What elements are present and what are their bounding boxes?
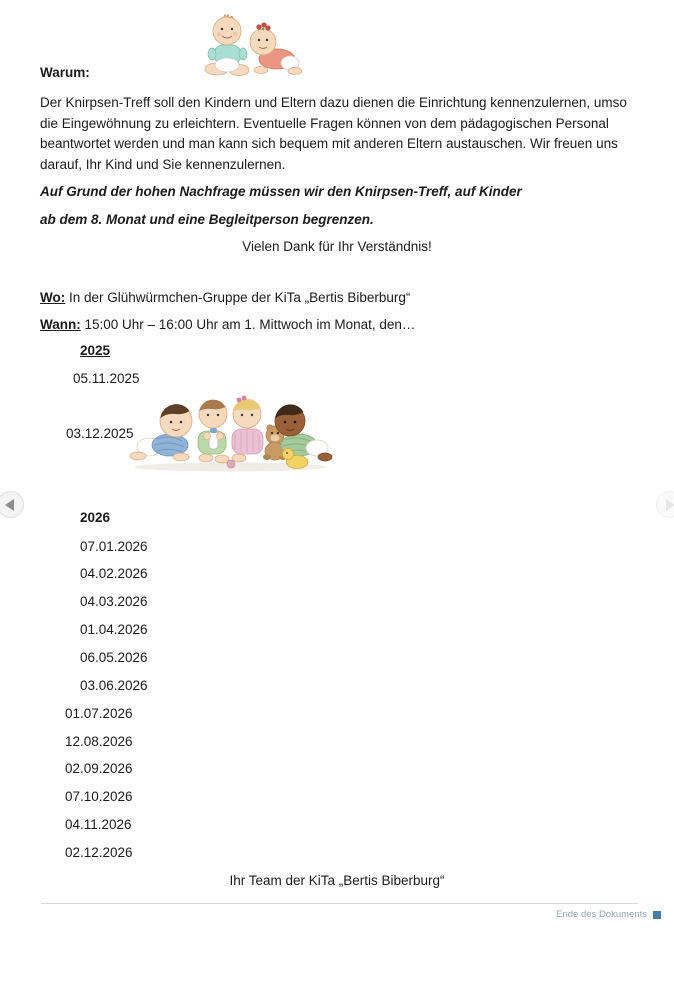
heading-warum: Warum: — [40, 65, 90, 80]
wann-text: 15:00 Uhr – 16:00 Uhr am 1. Mittwoch im Monat, den… — [80, 317, 416, 332]
date-item: 06.05.2026 — [80, 650, 148, 665]
date-item: 05.11.2025 — [73, 371, 140, 386]
date-item: 01.07.2026 — [65, 706, 133, 721]
footer-status-row — [556, 909, 661, 920]
date-item: 07.01.2026 — [80, 539, 148, 554]
wo-label: Wo: — [40, 290, 66, 305]
wann-line — [40, 315, 415, 336]
babies-clipart-middle — [127, 384, 333, 474]
wo-line — [40, 288, 410, 309]
intro-paragraph: Der Knirpsen-Treff soll den Kindern und Eltern dazu dienen die Einrichtung kennenzulernen, umso die Eingewöhnung zu erleichtern. Eventuelle Fragen können von dem pädagogischen Personal beantwortet werden und man kann sich bequem mit anderen Eltern austauschen. Wir freuen uns darauf, Ihr Kind und Sie kennenzulernen. — [40, 95, 627, 172]
date-item: 04.11.2026 — [65, 817, 132, 832]
date-item: 03.06.2026 — [80, 678, 148, 693]
date-item: 04.02.2026 — [80, 566, 148, 581]
date-item: 07.10.2026 — [65, 789, 133, 804]
date-item: 02.12.2026 — [65, 845, 133, 860]
babies-clipart-top — [197, 12, 303, 78]
next-page-button[interactable] — [656, 491, 674, 518]
year-heading-2025: 2025 — [80, 343, 111, 358]
year-heading-2026: 2026 — [80, 510, 111, 525]
notice-line-2: ab dem 8. Monat und eine Begleitperson begrenzen. — [40, 212, 374, 227]
notice-line-1: Auf Grund der hohen Nachfrage müssen wir den Knirpsen-Treff, auf Kinder — [40, 184, 522, 199]
chevron-right-icon — [666, 499, 674, 511]
wo-text: In der Glühwürmchen-Gruppe der KiTa „Bertis Biberburg“ — [65, 290, 411, 305]
date-item: 01.04.2026 — [80, 622, 148, 637]
date-item: 04.03.2026 — [80, 594, 148, 609]
closing-line: Ihr Team der KiTa „Bertis Biberburg“ — [229, 873, 445, 888]
end-of-document-icon — [653, 911, 661, 919]
footer-divider — [41, 903, 638, 904]
end-of-document-label: Ende des Dokuments — [556, 909, 647, 920]
chevron-left-icon — [5, 499, 14, 511]
thanks-line: Vielen Dank für Ihr Verständnis! — [242, 239, 432, 254]
date-item: 03.12.2025 — [66, 426, 134, 441]
date-item: 12.08.2026 — [65, 734, 133, 749]
date-item: 02.09.2026 — [65, 761, 133, 776]
wann-label: Wann: — [40, 317, 81, 332]
previous-page-button[interactable] — [0, 491, 24, 518]
